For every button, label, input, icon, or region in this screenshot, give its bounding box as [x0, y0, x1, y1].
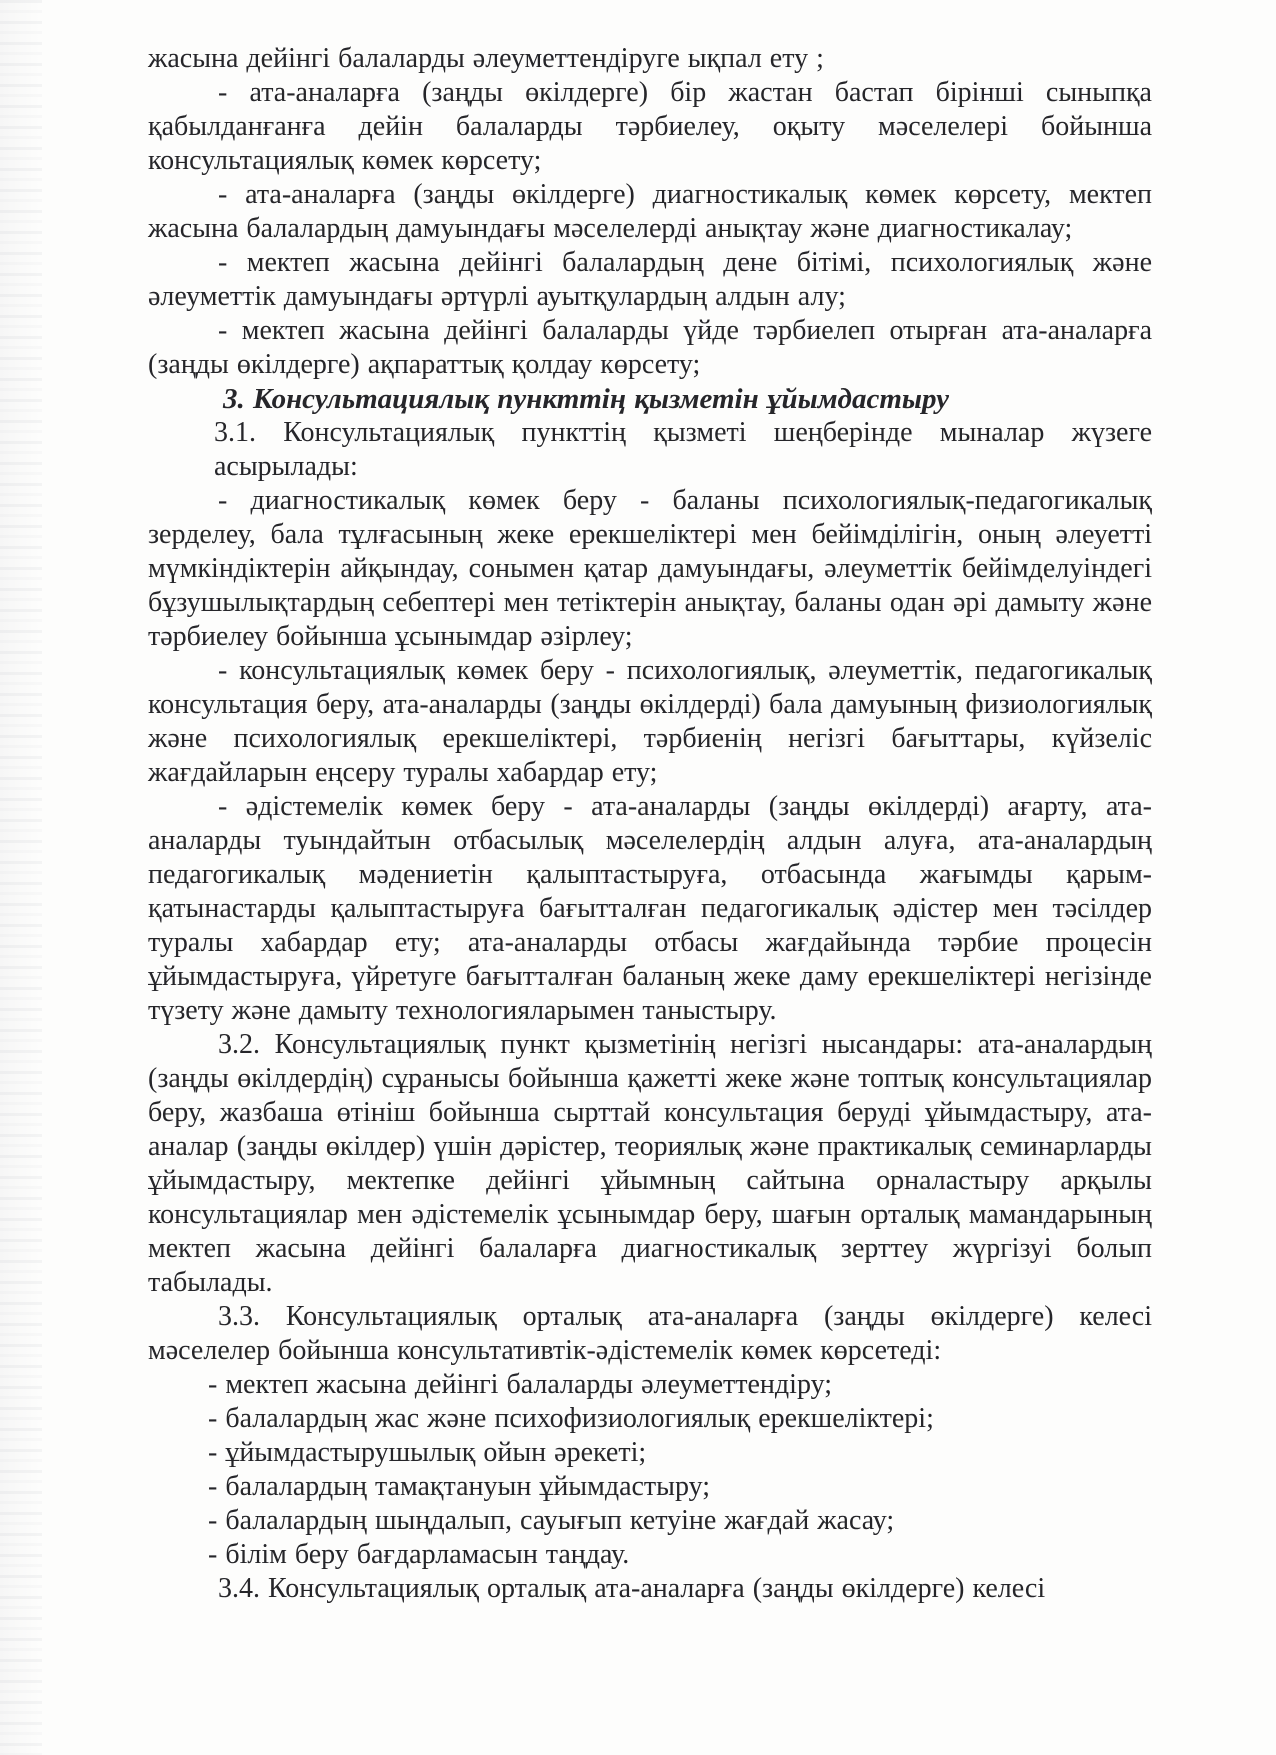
list-item: - білім беру бағдарламасын таңдау. [208, 1539, 630, 1570]
paragraph-dash-item: - ата-аналарға (заңды өкілдерге) бір жастан бастап бірінші сыныпқа қабылданғанға дейін балаларды тәрбиелеу, оқыту мәселелері бойынша консультациялық көмек көрсету; [148, 77, 1152, 176]
paragraph-dash-item: - диагностикалық көмек беру - баланы психологиялық-педагогикалық зерделеу, бала тұлғасының жеке ерекшеліктері мен бейімділігін, оның әлеуетті мүмкіндіктерін айқындау, сонымен қатар дамуындағы, әлеуметтік бейімделуіндегі бұзушылықтардың себептері мен тетіктерін анықтау, баланы одан әрі дамыту және тәрбиелеу бойынша ұсынымдар әзірлеу; [148, 485, 1152, 652]
paragraph-dash-item: - ата-аналарға (заңды өкілдерге) диагностикалық көмек көрсету, мектеп жасына балалардың дамуындағы мәселелерді анықтау және диагностикалау; [148, 179, 1152, 244]
paragraph-dash-item: - консультациялық көмек беру - психологиялық, әлеуметтік, педагогикалық консультация беру, ата-аналарды (заңды өкілдерді) бала дамуының физиологиялық және психологиялық ерекшеліктері, тәрбиенің негізгі бағыттары, күйзеліс жағдайларын еңсеру туралы хабардар ету; [148, 655, 1152, 788]
list-item: - балалардың тамақтануын ұйымдастыру; [208, 1471, 711, 1502]
paragraph-clause-3-3: 3.3. Консультациялық орталық ата-аналарға (заңды өкілдерге) келесі мәселелер бойынша консультативтік-әдістемелік көмек көрсетеді: [148, 1301, 1152, 1366]
paragraph-dash-item: - мектеп жасына дейінгі балалардың дене бітімі, психологиялық және әлеуметтік дамуындағы әртүрлі ауытқулардың алдын алу; [148, 247, 1152, 312]
list-item: - балалардың жас және психофизиологиялық ерекшеліктері; [208, 1403, 934, 1434]
paragraph-dash-item: - әдістемелік көмек беру - ата-аналарды (заңды өкілдерді) ағарту, ата-аналарды туындайтын отбасылық мәселелердің алдын алуға, ата-аналардың педагогикалық мәдениетін қалыптастыруға, отбасында жағымды қарым-қатынастарды қалыптастыруға бағытталған педагогикалық әдістер мен тәсілдер туралы хабардар ету; ата-аналарды отбасы жағдайында тәрбие процесін ұйымдастыруға, үйретуге бағытталған баланың жеке даму ерекшеліктері негізінде түзету және дамыту технологияларымен таныстыру. [148, 791, 1152, 1026]
scan-artifact-left-edge [0, 0, 42, 1755]
section-heading: 3. Консультациялық пункттің қызметін ұйымдастыру [223, 383, 949, 415]
list-item: - ұйымдастырушылық ойын әрекеті; [208, 1437, 647, 1468]
paragraph-clause-3-2: 3.2. Консультациялық пункт қызметінің негізгі нысандары: ата-аналардың (заңды өкілдердің) сұранысы бойынша қажетті жеке және топтық консультациялар беру, жазбаша өтініш бойынша сырттай консультация беруді ұйымдастыру, ата-аналар (заңды өкілдер) үшін дәрістер, теориялық және практикалық семинарларды ұйымдастыру, мектепке дейінгі ұйымның сайтына орналастыру арқылы консультациялар мен әдістемелік ұсынымдар беру, шағын орталық мамандарының мектеп жасына дейінгі балаларға диагностикалық зерттеу жүргізуі болып табылады. [148, 1029, 1152, 1298]
paragraph-clause-3-1: 3.1. Консультациялық пункттің қызметі шеңберінде мыналар жүзеге асырылады: [214, 417, 1152, 482]
paragraph-clause-3-4: 3.4. Консультациялық орталық ата-аналарға (заңды өкілдерге) келесі [218, 1573, 1046, 1604]
list-item: - мектеп жасына дейінгі балаларды әлеуметтендіру; [208, 1369, 832, 1400]
paragraph-continuation: жасына дейінгі балаларды әлеуметтендіруге ықпал ету ; [148, 43, 824, 74]
paragraph-dash-item: - мектеп жасына дейінгі балаларды үйде тәрбиелеп отырған ата-аналарға (заңды өкілдерге) ақпараттық қолдау көрсету; [148, 315, 1152, 380]
document-body [148, 42, 1152, 1606]
list-item: - балалардың шыңдалып, сауығып кетуіне жағдай жасау; [208, 1505, 895, 1536]
